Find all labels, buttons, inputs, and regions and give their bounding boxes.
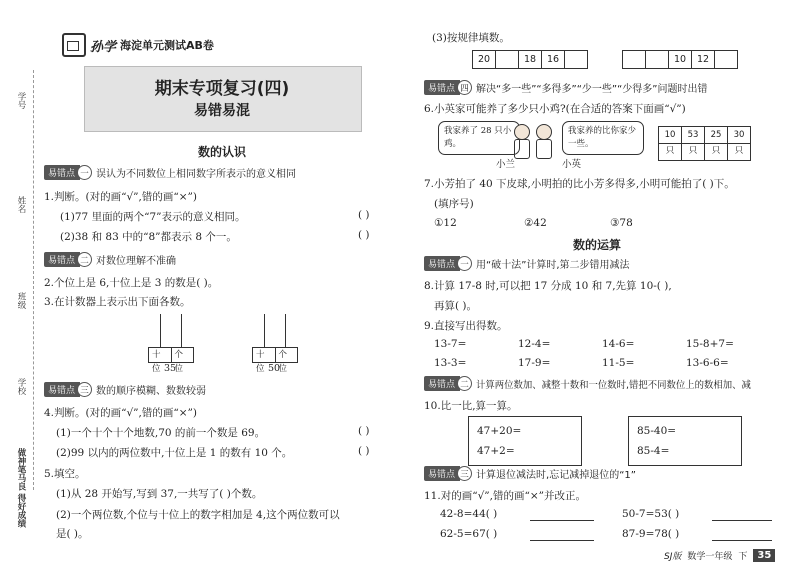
brand-logo: 孙学 海淀单元测试AB卷 bbox=[62, 34, 214, 56]
sequence-cell[interactable] bbox=[564, 51, 587, 68]
binding-margin bbox=[0, 0, 38, 571]
name-xiaolan: 小兰 bbox=[496, 159, 516, 170]
calc-9-3[interactable]: 14-6= bbox=[602, 338, 635, 350]
abacus-rod-ones bbox=[181, 314, 182, 347]
brand-name: 海淀单元测试AB卷 bbox=[120, 39, 214, 52]
sequence-cell[interactable] bbox=[495, 51, 518, 68]
judge-11-4[interactable]: 87-9=78( ) bbox=[622, 528, 680, 540]
judge-11-2[interactable]: 50-7=53( ) bbox=[622, 508, 680, 520]
ones-label: 个位 bbox=[171, 348, 194, 362]
answer-blank-4-1[interactable]: ( ) bbox=[358, 425, 370, 437]
chicken-options-table: 10 只 53 只 25 只 30 只 bbox=[658, 126, 751, 161]
gate-icon bbox=[62, 33, 86, 57]
calc-9-7[interactable]: 11-5= bbox=[602, 357, 635, 369]
abacus-rod-ones bbox=[285, 314, 286, 347]
question-8-cont: 再算( )。 bbox=[434, 300, 478, 312]
sequence-cell: 10 bbox=[668, 51, 691, 68]
tens-label: 十位 bbox=[152, 350, 161, 374]
sequence-cell: 12 bbox=[691, 51, 714, 68]
sequence-cell: 20 bbox=[477, 54, 491, 65]
sequence-box-2 bbox=[622, 50, 738, 69]
motto: 做神笔马良 得好成绩 bbox=[16, 448, 26, 528]
abacus-value: 50 bbox=[268, 363, 281, 374]
question-4-1: (1)一个十个十个地数,70 的前一个数是 69。 bbox=[56, 427, 266, 439]
correction-line[interactable] bbox=[530, 520, 594, 521]
ones-label: 个位 bbox=[275, 348, 298, 362]
question-3-pattern: (3)按规律填数。 bbox=[432, 32, 510, 44]
correction-line[interactable] bbox=[712, 540, 772, 541]
option-7-1: ①12 bbox=[434, 217, 457, 229]
abacus-value: 35 bbox=[164, 363, 177, 374]
question-2: 2.个位上是 6,十位上是 3 的数是( )。 bbox=[44, 277, 219, 289]
calc-9-8[interactable]: 13-6-6= bbox=[686, 357, 729, 369]
abacus-rod-tens bbox=[264, 314, 265, 347]
speech-bubble-xiaolan: 我家养了 28 只小鸡。 bbox=[438, 121, 520, 155]
answer-blank-4-2[interactable]: ( ) bbox=[358, 445, 370, 457]
question-8: 8.计算 17-8 时,可以把 17 分成 10 和 7,先算 10-( ), bbox=[424, 280, 672, 292]
question-10: 10.比一比,算一算。 bbox=[424, 400, 518, 412]
correction-line[interactable] bbox=[712, 520, 772, 521]
error-tag-7: 易错点 三 计算退位减法时,忘记减掉退位的“1” bbox=[424, 466, 636, 481]
page-number: 35 bbox=[753, 549, 775, 562]
section-number-recognition: 数的认识 bbox=[197, 145, 246, 159]
question-7: 7.小芳拍了 40 下皮球,小明拍的比小芳多得多,小明可能拍了( )下。 bbox=[424, 178, 735, 190]
class-label: 班级 bbox=[16, 292, 26, 309]
answer-blank-1-2[interactable]: ( ) bbox=[358, 229, 370, 241]
sequence-cell[interactable] bbox=[645, 51, 668, 68]
compare-box-2 bbox=[628, 416, 742, 466]
option-7-3: ③78 bbox=[610, 217, 633, 229]
calc-10-3[interactable]: 85-40= bbox=[637, 425, 677, 437]
question-11: 11.对的画“√”,错的画“×”并改正。 bbox=[424, 490, 586, 502]
sequence-cell[interactable] bbox=[714, 51, 737, 68]
question-9: 9.直接写出得数。 bbox=[424, 320, 508, 332]
question-5-2-cont: 是( )。 bbox=[56, 528, 89, 540]
question-4-2: (2)99 以内的两位数中,十位上是 1 的数有 10 个。 bbox=[56, 447, 293, 459]
error-tag-3: 易错点 三 数的顺序模糊、数数较弱 bbox=[44, 382, 206, 397]
question-1: 1.判断。(对的画“√”,错的画“×”) bbox=[44, 191, 198, 203]
error-tag-5: 易错点 一 用“破十法”计算时,第二步错用减法 bbox=[424, 256, 630, 271]
question-5: 5.填空。 bbox=[44, 468, 86, 480]
calc-10-1[interactable]: 47+20= bbox=[477, 425, 522, 437]
judge-11-1[interactable]: 42-8=44( ) bbox=[440, 508, 498, 520]
tens-label: 十位 bbox=[256, 350, 265, 374]
calc-9-2[interactable]: 12-4= bbox=[518, 338, 551, 350]
sequence-cell[interactable] bbox=[623, 51, 645, 68]
speech-bubble-xiaoying: 我家养的比你家少一些。 bbox=[562, 121, 644, 155]
compare-box-1 bbox=[468, 416, 582, 466]
name-label: 姓名 bbox=[16, 196, 26, 213]
calc-9-4[interactable]: 15-8+7= bbox=[686, 338, 734, 350]
judge-11-3[interactable]: 62-5=67( ) bbox=[440, 528, 498, 540]
calc-9-6[interactable]: 17-9= bbox=[518, 357, 551, 369]
calc-9-1[interactable]: 13-7= bbox=[434, 338, 467, 350]
page-title: 期末专项复习(四) bbox=[154, 79, 290, 99]
answer-blank-1-1[interactable]: ( ) bbox=[358, 209, 370, 221]
name-xiaoying: 小英 bbox=[562, 159, 582, 170]
abacus-50 bbox=[252, 314, 298, 374]
calc-9-5[interactable]: 13-3= bbox=[434, 357, 467, 369]
error-tag-1: 易错点 一 误认为不同数位上相同数字所表示的意义相同 bbox=[44, 165, 296, 180]
sequence-box-1 bbox=[472, 50, 588, 69]
sequence-cell: 16 bbox=[541, 51, 564, 68]
question-5-1: (1)从 28 开始写,写到 37,一共写了( )个数。 bbox=[56, 488, 263, 500]
question-4: 4.判断。(对的画“√”,错的画“×”) bbox=[44, 407, 198, 419]
edition: SJ版 bbox=[664, 552, 682, 562]
option-7-2: ②42 bbox=[524, 217, 547, 229]
sequence-cell: 18 bbox=[518, 51, 541, 68]
question-1-2: (2)38 和 83 中的“8”都表示 8 个一。 bbox=[60, 231, 237, 243]
abacus-rod-tens bbox=[160, 314, 161, 347]
calc-10-2[interactable]: 47+2= bbox=[477, 445, 515, 457]
student-id-label: 学号 bbox=[16, 92, 26, 109]
school-label: 学校 bbox=[16, 378, 26, 395]
calc-10-4[interactable]: 85-4= bbox=[637, 445, 670, 457]
section-operations: 数的运算 bbox=[572, 238, 621, 252]
volume: 下 bbox=[738, 552, 748, 562]
question-5-2: (2)一个两位数,个位与十位上的数字相加是 4,这个两位数可以 bbox=[56, 509, 340, 521]
error-tag-6: 易错点 二 计算两位数加、减整十数和一位数时,错把不同数位上的数相加、减 bbox=[424, 376, 751, 391]
question-7-hint: (填序号) bbox=[434, 198, 474, 210]
page-footer bbox=[664, 549, 775, 562]
question-3: 3.在计数器上表示出下面各数。 bbox=[44, 296, 191, 308]
page-subtitle: 易错易混 bbox=[194, 103, 250, 119]
children-illustration bbox=[510, 122, 558, 166]
question-6: 6.小英家可能养了多少只小鸡?(在合适的答案下面画“√”) bbox=[424, 103, 686, 115]
error-tag-4: 易错点 四 解决“多一些”“多得多”“少一些”“少得多”问题时出错 bbox=[424, 80, 707, 95]
cut-line bbox=[33, 70, 35, 490]
abacus-35 bbox=[148, 314, 194, 374]
question-1-1: (1)77 里面的两个“7”表示的意义相同。 bbox=[60, 211, 246, 223]
error-tag-2: 易错点 二 对数位理解不准确 bbox=[44, 252, 176, 267]
subject: 数学一年级 bbox=[687, 552, 733, 562]
correction-line[interactable] bbox=[530, 540, 594, 541]
